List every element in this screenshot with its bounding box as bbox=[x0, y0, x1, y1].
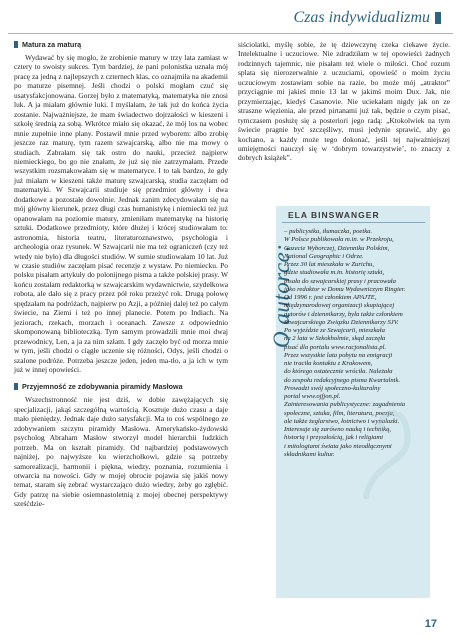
author-bio-line: historią i przyszłością, jak i religiami bbox=[284, 434, 383, 442]
author-bio-line: autorów i dziennikarzy, była także członkiem bbox=[284, 310, 403, 318]
author-bio-line: Szwajcarskiego Związku Dziennikarzy SJV. bbox=[284, 318, 399, 326]
section1-heading bbox=[14, 40, 228, 49]
author-vertical-title-text: O autorce: bbox=[269, 243, 294, 348]
author-bio-line: W Polsce publikowała m.in. w Przekroju, bbox=[284, 236, 394, 244]
left-column bbox=[14, 40, 228, 622]
right-column-text: siściolatki, myślę sobie, że tę dziewczynę czeka ciekawe życie. Intelektualne i uczuciowe. Nie zdradziłam w tej opowieści żadnych rodzinnych tajemnic, nie pisałam też wiele o miłości. Choć rozum splata się nierozerwalnie z uczuciami, opowieść o moim życiu uczuciowym zostawiam sobie na razie, bo może mój „atraktor” przyciągnie mi jakieś mnie 13 lat w jakimś moim Dux. Jak, nie przymierzając, kiedyś Casanovie. Nie uciekałam nigdy jak on ze straszne więzienia, ale przed pirtanami już tak, będzie o czym pisać, tymczasem posłużę się a posteriori jego radą: „Ktokolwiek na tym świecie pragnie być szczęśliwy, musi jedynie sprawić, aby go kochano, a każdy może tego dokonać, jeśli tej najważniejszej umiejętności nauczył się w ‘dobrym towarzystwie’, to znaczy z dobrych książek”. bbox=[238, 40, 450, 163]
author-bio-line: pisać dla portalu www.racjonalista.pl. bbox=[284, 343, 387, 351]
author-bio-line: międzynarodowej organizacji skupiającej bbox=[284, 302, 395, 310]
author-bio-line: Po wyjeździe ze Szwajcarii, mieszkała bbox=[284, 327, 385, 334]
author-bio-line: – publicystka, tłumaczka, poetka. bbox=[284, 228, 373, 235]
header-divider bbox=[8, 33, 453, 34]
section1-paragraph: Wydawać by się mogło, że zrobienie matury w trzy lata zamiast w cztery to swoisty sukces. Tym bardziej, że pani polonistka uznała mój pracę za jedną z najlepszych z czternech klas, co oznajmiła na akademii po maturze pisemnej. Jeśli chodzi o polski mogłam czuć się usatysfakcjonowana. Gorzej było z matematyką, matematyka nie znosi luk. A ja miałam głównie luki. I myślałam, że tak już do końca życia zostanie. Najważniejsze, że mam świadectwo dojrzałości w kieszeni i szkołę średnią za sobą. Wkrótce miało się okazać, że mój los na wobec mnie zupełnie inne plany. Postawił mnie przed wyborem: albo zrobię jeszcze raz maturę, tym razem szwajcarską, albo nie ma mowy o studiach. Zabrałam się tak ostro do nauki, przecież najpierw niemieckiego, bo go nie znałam, że już się nie zatrzymałam. Przede wszystkim rozsmakowałam się w matematyce. I to tak bardzo, że gdy już miałam w kieszeni także maturę szwajcarską, studia zaczęłam od matematyki. W Szwajcarii studiuje się przedmiot główny i dwa dodatkowe a pozostałe dowolnie. Jednak zanim zdecydowałam się na mój główny kierunek, przez długi czas humanistykę i niemiecki też już opanowałam na poziomie matury, zmieniłam matematykę na historię sztuki. Dodatkowe przedmioty, które dłużej i krócej studiowałam to: astronomia, historia teatru, literaturoznawstwo, psychologia i archeologia oraz rysunek. W Szwajcarii nie ma też ograniczeń (czy też wtedy nie było) dla długości studiów. W sumie studiowałam 10 lat. Już w czasie studiów zaczęłam pisać recenzje z wystaw. Po niemiecku. Po polsku pisałam artykuły do polonijnego pisma a także polskiej prasy. W końcu zostałam redaktorką w szwajcarskim wydawnictwie, szydełkowa robota, ale dało się z pracy przez pół roku przeżyć rok. Drugą połowę spędzałam na podróżach, najpierw po Azji, a później dalej też po całym świecie, na Ziemi i też po innej planecie. Potem po Indiach. Na jeziorach, rzekach, morzach i oceanach. Zawsze z odpowiednio skomponowaną biblioteczką. Tym samym prowadzili mnie moi dwaj przewodnicy, Len, a ja za nim szłam. I gdy zaczęło być od morza mnie w tym, jeśli chodzi o ciągłe uczenie się różności, Odys, jeśli chodzi o szalone podróże. Potrzeba jeszcze jeden, jeden ma-tło, a ja ich w tym już w innej opowieści. bbox=[14, 53, 228, 374]
author-bio-line: nie traciła kontaktu z Krakowem, bbox=[284, 360, 373, 367]
author-bio-line: ale także żeglarstwo, łotnictwo i wynalazki. bbox=[284, 417, 400, 425]
right-column bbox=[238, 40, 450, 163]
author-bio-line: Prowadzi swój społeczno-kulturalny bbox=[284, 384, 381, 392]
author-bio-line: i mitologiami świata jako nieodłącznymi bbox=[284, 442, 392, 450]
heading-marker-icon bbox=[14, 41, 18, 48]
author-bio-line: pisała do szwajcarskiej prasy i pracowała bbox=[284, 277, 396, 285]
author-bio-line: Gazecie Wyborczej, Dzienniku Polskim, bbox=[284, 244, 390, 252]
section-title-text: Czas indywidualizmu bbox=[293, 9, 430, 26]
author-bio-line: jako redaktor w Domu Wydawniczym Ringier. bbox=[284, 285, 406, 293]
author-bio-line: składnikami kultur. bbox=[284, 450, 335, 458]
author-bio-line: Zainteresowania publicystyczne: zagadnienia bbox=[284, 401, 406, 409]
section2-heading-text: Przyjemność ze zdobywania piramidy Masłowa bbox=[22, 382, 183, 392]
section-marker-icon bbox=[435, 12, 441, 24]
section1-heading-text: Matura za maturą bbox=[22, 40, 82, 49]
section-title bbox=[294, 9, 441, 27]
page-header bbox=[0, 0, 461, 34]
author-bio-line: Interesuje się zarówno nauką i techniką, bbox=[284, 426, 392, 433]
author-divider bbox=[282, 222, 425, 223]
author-bio-line: portal www.ojfjon.pl. bbox=[284, 393, 341, 400]
section2-heading bbox=[14, 382, 228, 391]
author-bio-line: społeczne, sztuka, film, literatura, poezja, bbox=[284, 409, 395, 417]
author-bio-line: gdzie studiowała m.in. historię sztuki, bbox=[284, 269, 385, 277]
author-bio-line: do zespołu redakcyjnego pisma Kwartalnik. bbox=[284, 376, 401, 384]
heading-marker-icon bbox=[14, 383, 18, 390]
author-name: ELA BINSWANGER bbox=[288, 210, 380, 220]
author-bio-line: Od 1996 r. jest członkiem APAJTE, bbox=[284, 294, 377, 301]
author-bio-line: National Geographic i Odrze. bbox=[284, 252, 364, 260]
author-bio-line: do którego ostatecznie wróciła. Należała bbox=[284, 368, 393, 376]
author-vertical-title bbox=[244, 210, 294, 350]
decorative-swirl-icon bbox=[356, 396, 432, 506]
page-number: 17 bbox=[424, 618, 437, 630]
author-bio-line: na 2 lata w Szkokholmie, skąd zaczęła bbox=[284, 335, 386, 343]
author-bio-line: Przez 30 lat mieszkała w Zurichu, bbox=[284, 261, 375, 268]
author-bio-line: Przez wszystkie lata pobytu na emigracji bbox=[284, 351, 393, 359]
section2-paragraph: Wszechstronność nie jest dziś, w dobie zawężających się specjalizacji, jakąś szczególną wartością. Kosztuje dużo czasu a daje mało pieniędzy. Jednak daje dużo satysfakcji. Ma to coś wspólnego ze zdobywaniem szczytu piramidy Masłowa. Amerykańsko-żydowski psycholog Abraham Masłow stworzył model hierarchii ludzkich potrzeb. Ma on kształt piramidy. Od najbardziej podstawowych najniżej, po najwyższe ku wierzchołkowi, gdzie są potrzeby samorealizacji, harmonii i piękna, wiedzy, poznania, rozumienia i otwarcia na nowości. Gdy w mojej obrocie pojawia się jakiś nowy temat, staram się zebrać wystarczająco dużo wiedzy, żeby go zgłębić. Gdy patrzę na siebie osiemnastoletnią z mojej obecnej perspektywy sześćdzie- bbox=[14, 395, 228, 509]
